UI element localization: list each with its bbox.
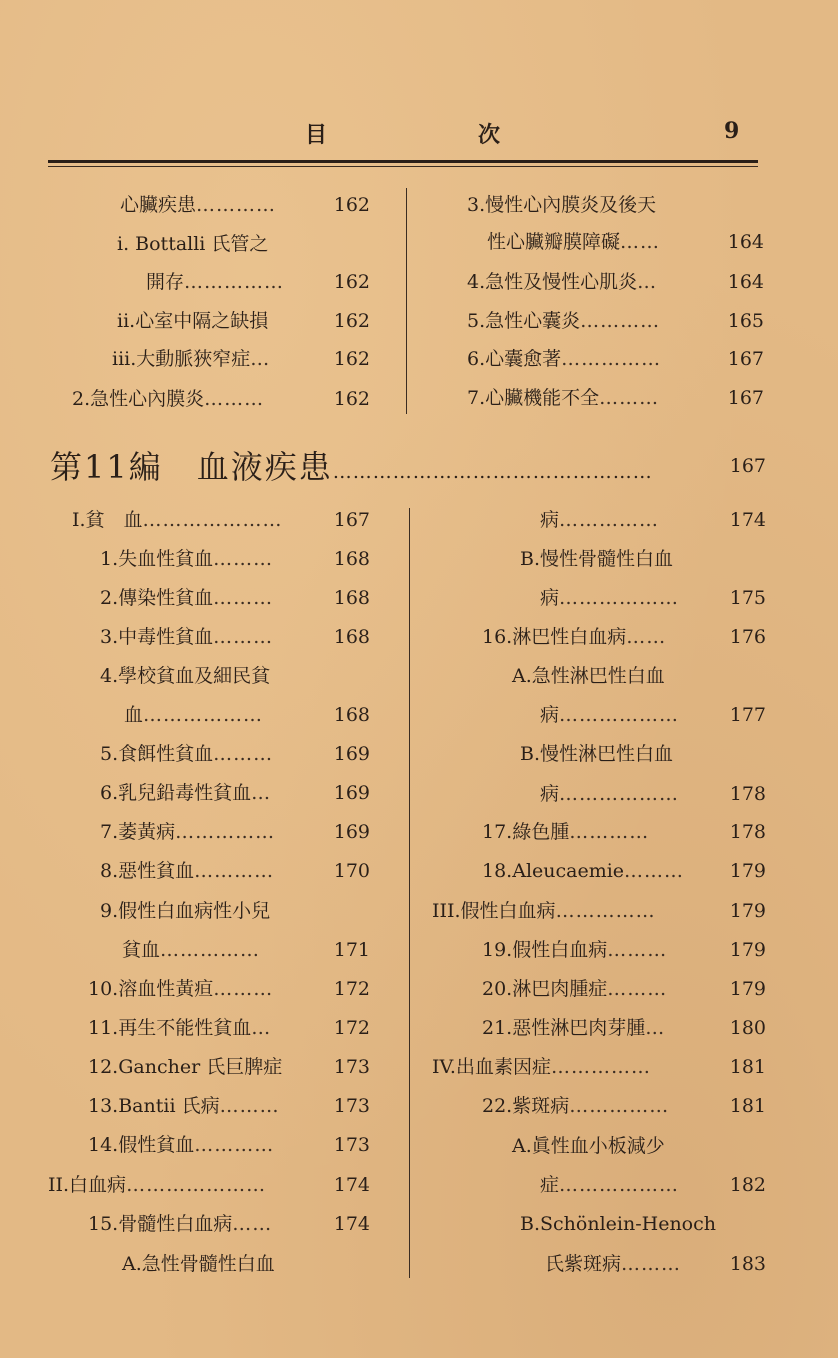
toc-page: 168 xyxy=(333,704,370,726)
toc-page: 177 xyxy=(729,704,766,726)
toc-page: 176 xyxy=(729,626,766,648)
toc-page: 181 xyxy=(729,1056,766,1078)
toc-entry: 12.Gancher 氏巨脾症 xyxy=(88,1056,283,1078)
toc-entry: A.眞性血小板減少 xyxy=(512,1135,665,1157)
header-rule xyxy=(48,160,758,163)
toc-page: 179 xyxy=(729,860,766,882)
toc-page: 178 xyxy=(729,783,766,805)
column-divider-bottom xyxy=(409,508,410,1278)
toc-page: 168 xyxy=(333,548,370,570)
toc-page: 168 xyxy=(333,587,370,609)
toc-entry: 5.食餌性貧血……… xyxy=(100,743,274,765)
toc-entry: ii.心室中隔之缺損 xyxy=(117,310,269,332)
toc-entry: iii.大動脈狹窄症… xyxy=(112,348,271,370)
toc-entry: 病……………… xyxy=(540,704,680,726)
toc-entry: 17.綠色腫………… xyxy=(482,821,650,843)
toc-entry: IV.出血素因症…………… xyxy=(432,1056,651,1078)
column-divider-top xyxy=(406,188,407,414)
toc-page: 173 xyxy=(333,1056,370,1078)
toc-page: 165 xyxy=(727,310,764,332)
toc-entry: 性心臟瓣膜障礙…… xyxy=(487,231,661,253)
toc-entry: 7.心臟機能不全……… xyxy=(467,387,660,409)
toc-page: 179 xyxy=(729,939,766,961)
toc-entry: B.慢性骨髓性白血 xyxy=(520,548,674,570)
toc-entry: 11.再生不能性貧血… xyxy=(88,1017,272,1039)
toc-page: 172 xyxy=(333,978,370,1000)
toc-page: 175 xyxy=(729,587,766,609)
toc-entry: 13.Bantii 氏病……… xyxy=(88,1095,280,1117)
toc-entry: I.貧 血………………… xyxy=(72,509,283,531)
toc-page: 179 xyxy=(729,900,766,922)
toc-page: 162 xyxy=(333,310,370,332)
toc-entry: 血……………… xyxy=(124,704,264,726)
header-center: 次 xyxy=(478,122,503,148)
toc-entry: 22.紫斑病…………… xyxy=(482,1095,670,1117)
toc-entry: 6.心囊愈著…………… xyxy=(467,348,662,370)
toc-page: 179 xyxy=(729,978,766,1000)
toc-entry: 19.假性白血病……… xyxy=(482,939,668,961)
header-rule-thin xyxy=(48,166,758,167)
toc-entry: 21.惡性淋巴肉芽腫… xyxy=(482,1017,666,1039)
toc-entry: 3.慢性心內膜炎及後天 xyxy=(467,194,657,216)
toc-entry: 5.急性心囊炎………… xyxy=(467,310,661,332)
toc-page: 169 xyxy=(333,743,370,765)
toc-page: 180 xyxy=(729,1017,766,1039)
toc-page: 174 xyxy=(333,1174,370,1196)
toc-page: 173 xyxy=(333,1134,370,1156)
toc-page: 169 xyxy=(333,782,370,804)
header-page-number: 9 xyxy=(724,118,742,144)
toc-entry: 1.失血性貧血……… xyxy=(100,548,274,570)
toc-page: 181 xyxy=(729,1095,766,1117)
toc-page: 183 xyxy=(729,1253,766,1275)
toc-page: 178 xyxy=(729,821,766,843)
toc-entry: 3.中毒性貧血……… xyxy=(100,626,274,648)
toc-entry: 8.惡性貧血………… xyxy=(100,860,275,882)
toc-page: 164 xyxy=(727,271,764,293)
toc-entry: 4.急性及慢性心肌炎… xyxy=(467,271,658,293)
toc-page: 167 xyxy=(727,387,764,409)
toc-entry: 開存…………… xyxy=(146,271,285,293)
toc-entry: 9.假性白血病性小兒 xyxy=(100,900,271,922)
toc-entry: 6.乳兒鉛毒性貧血… xyxy=(100,782,272,804)
toc-entry: 15.骨髓性白血病…… xyxy=(88,1213,273,1235)
toc-page: 162 xyxy=(333,271,370,293)
toc-page: 164 xyxy=(727,231,764,253)
toc-entry: III.假性白血病…………… xyxy=(432,900,656,922)
toc-page: 170 xyxy=(333,860,370,882)
toc-entry: 病…………… xyxy=(540,509,660,531)
toc-entry: 20.淋巴肉腫症……… xyxy=(482,978,668,1000)
toc-entry: 貧血…………… xyxy=(122,939,261,961)
toc-entry: A.急性淋巴性白血 xyxy=(512,665,665,687)
toc-entry: i. Bottalli 氏管之 xyxy=(117,233,269,255)
toc-page: 167 xyxy=(727,348,764,370)
toc-page: 182 xyxy=(729,1174,766,1196)
toc-entry: 2.急性心內膜炎……… xyxy=(72,388,265,410)
toc-entry: 病……………… xyxy=(540,587,680,609)
toc-entry: B.慢性淋巴性白血 xyxy=(520,743,674,765)
toc-page: 172 xyxy=(333,1017,370,1039)
toc-page: 162 xyxy=(333,348,370,370)
toc-entry: B.Schönlein-Henoch xyxy=(520,1213,716,1235)
toc-entry: 14.假性貧血………… xyxy=(88,1134,275,1156)
toc-entry: 10.溶血性黃疸……… xyxy=(88,978,274,1000)
toc-entry: 16.淋巴性白血病…… xyxy=(482,626,667,648)
toc-page: 173 xyxy=(333,1095,370,1117)
toc-entry: 18.Aleucaemie……… xyxy=(482,860,685,882)
toc-entry: 氏紫斑病……… xyxy=(545,1253,682,1275)
toc-entry: 7.萎黃病…………… xyxy=(100,821,276,843)
section-page: 167 xyxy=(729,455,766,477)
header-left: 目 xyxy=(305,122,330,148)
toc-entry: A.急性骨髓性白血 xyxy=(122,1253,275,1275)
section-heading: 第11編 血液疾患………………………………………… xyxy=(50,448,653,486)
toc-page: 168 xyxy=(333,626,370,648)
toc-page: 167 xyxy=(333,509,370,531)
toc-entry: 心臟疾患………… xyxy=(120,194,277,216)
toc-entry: II.白血病………………… xyxy=(48,1174,267,1196)
toc-entry: 4.學校貧血及細民貧 xyxy=(100,665,271,687)
toc-page: 174 xyxy=(729,509,766,531)
toc-entry: 2.傳染性貧血……… xyxy=(100,587,274,609)
toc-entry: 病……………… xyxy=(540,783,680,805)
toc-page: 174 xyxy=(333,1213,370,1235)
toc-page: 169 xyxy=(333,821,370,843)
toc-entry: 症……………… xyxy=(540,1174,680,1196)
toc-page: 162 xyxy=(333,388,370,410)
toc-page: 171 xyxy=(333,939,370,961)
toc-page: 162 xyxy=(333,194,370,216)
